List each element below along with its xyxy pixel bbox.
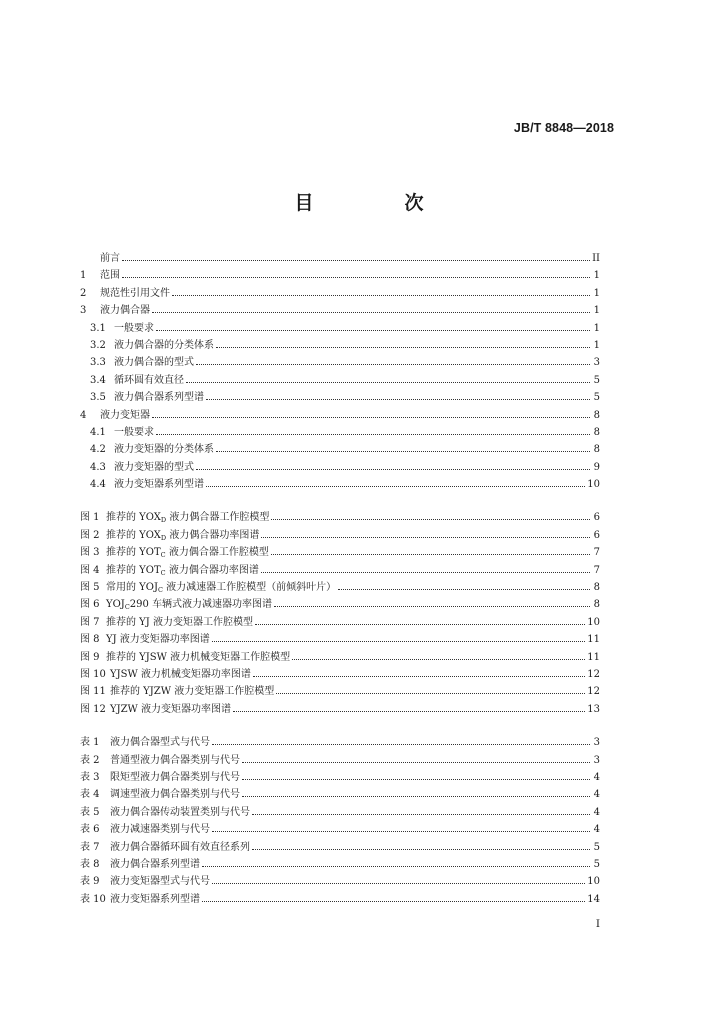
toc-entry-title: 循环圆有效直径 xyxy=(114,374,184,386)
toc-entry-title-part: 常用的 YOJ xyxy=(106,582,158,594)
toc-entry[interactable] xyxy=(80,544,600,561)
toc-entry-page: 8 xyxy=(593,599,600,611)
toc-leader-dots xyxy=(156,330,590,331)
toc-entry-page: 8 xyxy=(593,444,600,456)
toc-sections xyxy=(80,250,600,493)
toc-entry-title: 液力减速器类别与代号 xyxy=(110,824,210,836)
toc-entry-title: 液力偶合器的分类体系 xyxy=(114,339,214,351)
toc-entry-title-part: 液力偶合器工作腔模型 xyxy=(165,547,269,559)
toc-entry-page: 4 xyxy=(593,771,600,783)
toc-entry-title xyxy=(110,701,231,718)
toc-entry-number: 3.3 xyxy=(90,357,106,369)
toc-entry-title-part: 推荐的 YOX xyxy=(106,512,161,524)
toc-entry-number: 表 3 xyxy=(80,771,100,783)
toc-entry-page: 11 xyxy=(587,634,600,646)
toc-entry-number: 图 6 xyxy=(80,599,100,611)
toc-entry-number: 图 10 xyxy=(80,668,106,680)
toc-entry[interactable] xyxy=(80,509,600,526)
toc-entry-page: 8 xyxy=(593,426,600,438)
toc-entry-subscript: C xyxy=(160,568,166,577)
toc-entry-title: 液力变矩器型式与代号 xyxy=(110,876,210,888)
toc-entry-page: II xyxy=(592,253,600,264)
toc-leader-dots xyxy=(255,624,585,625)
toc-entry-title: 液力偶合器系列型谱 xyxy=(114,392,204,404)
toc-entry[interactable] xyxy=(80,769,600,786)
toc-entry-title xyxy=(110,666,251,683)
toc-entry-page: 9 xyxy=(593,461,600,473)
toc-entry[interactable] xyxy=(80,891,600,908)
toc-entry[interactable] xyxy=(80,701,600,718)
standard-code: JB/T 8848—2018 xyxy=(513,121,614,135)
toc-leader-dots xyxy=(242,796,590,797)
toc-entry-number: 3 xyxy=(80,305,87,317)
toc-entry-number: 表 9 xyxy=(80,876,100,888)
toc-entry-number: 图 11 xyxy=(80,686,106,698)
toc-entry-number: 图 8 xyxy=(80,634,100,646)
toc-entry-page: 3 xyxy=(593,754,600,766)
toc-leader-dots xyxy=(122,260,590,261)
toc-leader-dots xyxy=(338,589,590,590)
toc-entry-page: 7 xyxy=(593,547,600,559)
toc-entry-page: 6 xyxy=(593,512,600,524)
toc-leader-dots xyxy=(261,537,590,538)
toc-entry[interactable] xyxy=(80,596,600,613)
toc-entry[interactable] xyxy=(80,285,600,302)
toc-entry[interactable] xyxy=(80,649,600,666)
toc-entry-title-part: YJSW 液力机械变矩器功率图谱 xyxy=(110,668,251,680)
toc-entry-page: 5 xyxy=(593,374,600,386)
toc-entry-title: 液力偶合器传动装置类别与代号 xyxy=(110,806,250,818)
toc-entry-number: 表 1 xyxy=(80,737,100,749)
toc-entry-page: 8 xyxy=(593,582,600,594)
toc-entry-title xyxy=(106,596,272,613)
toc-entry-title: 液力偶合器循环圆有效直径系列 xyxy=(110,841,250,853)
toc-entry-page: 1 xyxy=(593,287,600,299)
toc-entry-title-part: 290 车辆式液力减速器功率图谱 xyxy=(129,599,273,611)
toc-entry-number: 4 xyxy=(80,409,87,421)
toc-entry[interactable] xyxy=(80,839,600,856)
toc-entry-number: 图 12 xyxy=(80,703,106,715)
toc-entry[interactable] xyxy=(80,337,600,354)
toc-entry-title-part: 液力偶合器工作腔模型 xyxy=(166,512,270,524)
toc-entry-number: 图 7 xyxy=(80,616,100,628)
toc-entry-page: 4 xyxy=(593,806,600,818)
toc-entry-title: 普通型液力偶合器类别与代号 xyxy=(110,754,240,766)
toc-leader-dots xyxy=(212,831,590,832)
toc-entry-title xyxy=(106,544,269,561)
toc-leader-dots xyxy=(172,295,590,296)
toc-entry-title: 液力偶合器的型式 xyxy=(114,357,194,369)
toc-entry-number: 表 10 xyxy=(80,893,106,905)
toc-leader-dots xyxy=(196,469,590,470)
toc-entry-title: 液力变矩器系列型谱 xyxy=(114,479,204,491)
toc-leader-dots xyxy=(156,434,590,435)
toc-entry[interactable] xyxy=(80,752,600,769)
toc-entry[interactable] xyxy=(80,476,600,493)
toc-entry[interactable] xyxy=(80,250,600,267)
toc-leader-dots xyxy=(202,901,585,902)
toc-leader-dots xyxy=(261,572,590,573)
toc-entry-title xyxy=(106,614,253,631)
toc-entry-title: 一般要求 xyxy=(114,426,154,438)
toc-entry-page: 1 xyxy=(593,322,600,334)
toc-entry-title-part: 液力减速器工作腔模型（前倾斜叶片） xyxy=(162,582,337,594)
toc-entry-title-part: 推荐的 YOT xyxy=(106,547,161,559)
toc-entry[interactable] xyxy=(80,407,600,424)
toc-entry-subscript: D xyxy=(160,533,167,542)
toc-entry[interactable] xyxy=(80,734,600,751)
toc-entry-title xyxy=(110,683,274,700)
toc-leader-dots xyxy=(206,399,590,400)
toc-entry-page: 10 xyxy=(587,876,600,888)
toc-entry-number: 表 7 xyxy=(80,841,100,853)
toc-entry-number: 1 xyxy=(80,270,87,282)
toc-entry-title xyxy=(106,527,259,544)
toc-entry-number: 表 6 xyxy=(80,824,100,836)
toc-entry[interactable] xyxy=(80,372,600,389)
toc-entry-page: 12 xyxy=(587,686,600,698)
toc-entry[interactable] xyxy=(80,666,600,683)
toc-entry-page: 5 xyxy=(593,841,600,853)
toc-entry-number: 3.2 xyxy=(90,339,106,351)
toc-entry-page: 4 xyxy=(593,824,600,836)
toc-leader-dots xyxy=(242,762,590,763)
toc-entry-number: 图 2 xyxy=(80,529,100,541)
toc-figures xyxy=(80,509,600,718)
toc-tables xyxy=(80,734,600,908)
toc-entry-title-part: 液力偶合器功率图谱 xyxy=(165,564,259,576)
toc-entry-number: 表 8 xyxy=(80,858,100,870)
toc-leader-dots xyxy=(271,519,590,520)
toc-entry-subscript: D xyxy=(160,516,167,525)
toc-entry-page: 11 xyxy=(587,651,600,663)
toc-entry[interactable] xyxy=(80,562,600,579)
toc-gap xyxy=(80,493,600,509)
toc-entry[interactable] xyxy=(80,821,600,838)
toc-entry[interactable] xyxy=(80,527,600,544)
toc-entry-title-part: YJZW 液力变矩器功率图谱 xyxy=(110,703,232,715)
toc-title: 目 次 xyxy=(294,192,460,214)
toc-entry-title-part: YJ 液力变矩器功率图谱 xyxy=(106,634,210,646)
toc-entry-number: 图 9 xyxy=(80,651,100,663)
toc-leader-dots xyxy=(202,866,590,867)
toc-entry-title: 限矩型液力偶合器类别与代号 xyxy=(110,771,240,783)
toc-leader-dots xyxy=(252,814,590,815)
page-number: I xyxy=(595,918,600,930)
toc-entry-title xyxy=(106,649,290,666)
toc-entry-page: 10 xyxy=(587,479,600,491)
toc-entry-page: 1 xyxy=(593,339,600,351)
toc-entry-title-part: 液力偶合器功率图谱 xyxy=(166,529,260,541)
toc-entry-title xyxy=(106,562,259,579)
toc-entry-title: 前言 xyxy=(100,253,120,264)
toc-leader-dots xyxy=(242,779,590,780)
toc-entry[interactable] xyxy=(80,683,600,700)
toc-leader-dots xyxy=(186,382,590,383)
toc-leader-dots xyxy=(292,659,585,660)
toc-entry-page: 8 xyxy=(593,409,600,421)
toc-gap xyxy=(80,718,600,734)
toc-entry-number: 2 xyxy=(80,287,87,299)
toc-entry-number: 4.3 xyxy=(90,461,106,473)
toc-leader-dots xyxy=(212,883,585,884)
toc-entry[interactable] xyxy=(80,389,600,406)
toc-entry-page: 7 xyxy=(593,564,600,576)
toc-leader-dots xyxy=(271,554,590,555)
toc-entry-number: 图 5 xyxy=(80,582,100,594)
table-of-contents xyxy=(80,250,600,908)
toc-entry[interactable] xyxy=(80,856,600,873)
toc-leader-dots xyxy=(253,676,585,677)
toc-entry-title: 液力变矩器 xyxy=(100,409,150,421)
toc-entry[interactable] xyxy=(80,320,600,337)
toc-entry[interactable] xyxy=(80,873,600,890)
toc-entry[interactable] xyxy=(80,267,600,284)
toc-entry-title: 液力偶合器型式与代号 xyxy=(110,737,210,749)
toc-entry-page: 10 xyxy=(587,616,600,628)
toc-entry-page: 1 xyxy=(593,305,600,317)
toc-entry-page: 14 xyxy=(587,893,600,905)
toc-entry-title xyxy=(106,631,210,648)
toc-entry-title-part: 推荐的 YOX xyxy=(106,529,161,541)
toc-entry-title xyxy=(106,509,269,526)
toc-entry-number: 3.5 xyxy=(90,392,106,404)
toc-entry[interactable] xyxy=(80,302,600,319)
toc-entry-number: 3.1 xyxy=(90,322,106,334)
toc-entry-page: 12 xyxy=(587,668,600,680)
toc-entry-title: 范围 xyxy=(100,270,120,282)
toc-entry-title: 一般要求 xyxy=(114,322,154,334)
toc-leader-dots xyxy=(196,364,590,365)
toc-entry-title-part: 推荐的 YOT xyxy=(106,564,161,576)
toc-entry-page: 3 xyxy=(593,737,600,749)
toc-entry-title-part: 推荐的 YJ 液力变矩器工作腔模型 xyxy=(106,616,253,628)
toc-entry-page: 13 xyxy=(587,703,600,715)
toc-leader-dots xyxy=(252,849,590,850)
toc-entry-title-part: 推荐的 YJSW 液力机械变矩器工作腔模型 xyxy=(106,651,291,663)
toc-entry-number: 表 2 xyxy=(80,754,100,766)
toc-entry-number: 表 5 xyxy=(80,806,100,818)
toc-entry-title: 规范性引用文件 xyxy=(100,287,170,299)
toc-entry-number: 4.2 xyxy=(90,444,106,456)
toc-entry[interactable] xyxy=(80,424,600,441)
toc-entry[interactable] xyxy=(80,441,600,458)
toc-entry-number: 图 1 xyxy=(80,512,100,524)
toc-leader-dots xyxy=(216,347,590,348)
toc-entry-title: 调速型液力偶合器类别与代号 xyxy=(110,789,240,801)
toc-entry-title-part: 推荐的 YJZW 液力变矩器工作腔模型 xyxy=(110,686,275,698)
toc-entry-number: 4.4 xyxy=(90,479,106,491)
toc-entry-page: 6 xyxy=(593,529,600,541)
toc-entry-title: 液力变矩器系列型谱 xyxy=(110,893,200,905)
toc-entry-page: 1 xyxy=(593,270,600,282)
toc-entry-title: 液力变矩器的分类体系 xyxy=(114,444,214,456)
toc-leader-dots xyxy=(233,711,585,712)
toc-entry-subscript: C xyxy=(158,586,163,595)
toc-leader-dots xyxy=(212,744,590,745)
toc-entry-page: 3 xyxy=(593,357,600,369)
toc-leader-dots xyxy=(152,312,590,313)
toc-leader-dots xyxy=(122,277,590,278)
toc-entry-title-part: YOJ xyxy=(106,599,125,611)
toc-entry-number: 3.4 xyxy=(90,374,106,386)
toc-entry-title: 液力偶合器 xyxy=(100,305,150,317)
toc-leader-dots xyxy=(152,417,590,418)
toc-entry[interactable] xyxy=(80,804,600,821)
toc-entry[interactable] xyxy=(80,631,600,648)
toc-leader-dots xyxy=(276,693,585,694)
toc-entry-title xyxy=(106,579,336,596)
toc-entry[interactable] xyxy=(80,459,600,476)
toc-entry[interactable] xyxy=(80,786,600,803)
toc-entry-number: 4.1 xyxy=(90,426,106,438)
toc-leader-dots xyxy=(212,641,585,642)
toc-entry-number: 图 4 xyxy=(80,564,100,576)
toc-entry-subscript: C xyxy=(160,551,166,560)
toc-entry-number: 图 3 xyxy=(80,547,100,559)
toc-leader-dots xyxy=(274,606,590,607)
toc-entry-page: 4 xyxy=(593,789,600,801)
toc-entry[interactable] xyxy=(80,579,600,596)
toc-entry-page: 5 xyxy=(593,392,600,404)
toc-entry[interactable] xyxy=(80,354,600,371)
toc-leader-dots xyxy=(206,486,585,487)
toc-entry-page: 5 xyxy=(593,858,600,870)
toc-entry-title: 液力偶合器系列型谱 xyxy=(110,858,200,870)
toc-entry[interactable] xyxy=(80,614,600,631)
toc-entry-title: 液力变矩器的型式 xyxy=(114,461,194,473)
toc-entry-subscript: C xyxy=(124,603,130,612)
toc-leader-dots xyxy=(216,451,590,452)
toc-entry-number: 表 4 xyxy=(80,789,100,801)
